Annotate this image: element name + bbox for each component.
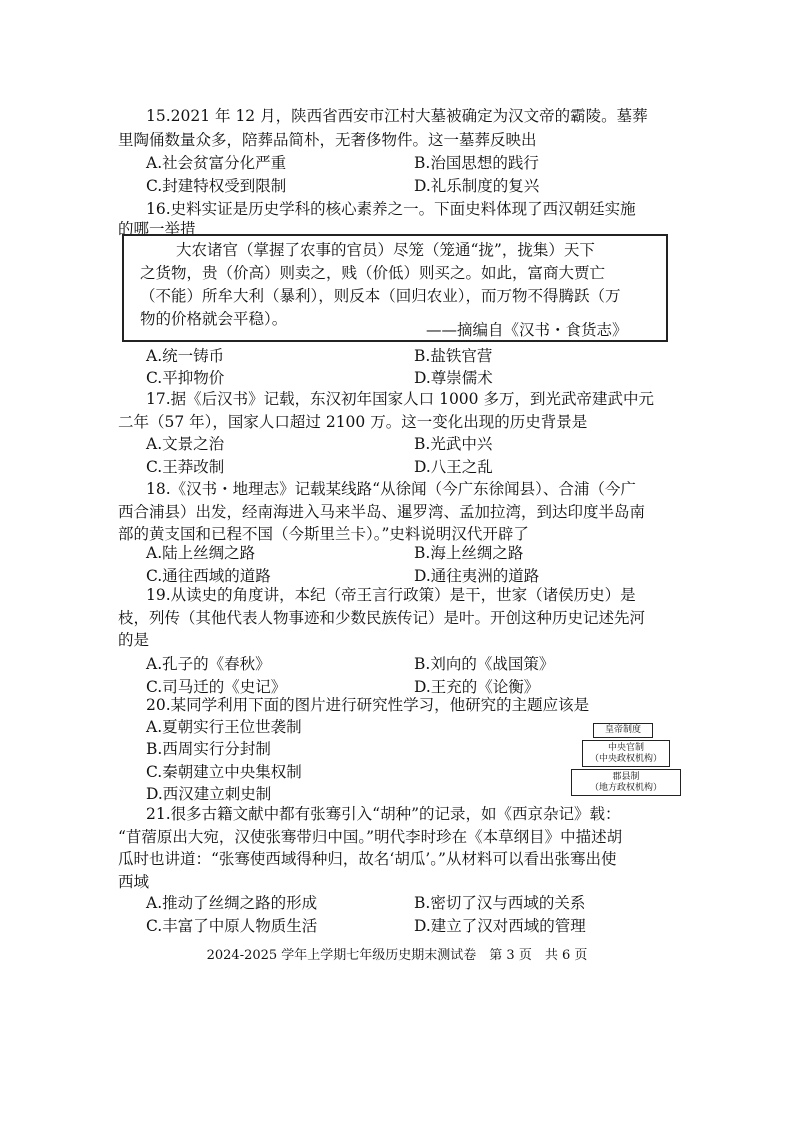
diagram-central-sub: （中央政权机构） [589, 753, 662, 764]
q16-quote-line-4: 物的价格就会平稳）。 [140, 310, 288, 328]
q19-stem-line-2: 枝，列传（其他代表人物事迹和少数民族传记）是叶。开创这种历史记述先河 [118, 609, 646, 627]
q19-stem-line-3: 的是 [118, 631, 150, 649]
q21-stem-line-2: “苜蓿原出大宛，汉使张骞带归中国。”明代李时珍在《本草纲目》中描述胡 [118, 828, 623, 846]
q21-option-d: D.建立了汉对西域的管理 [414, 917, 586, 935]
q19-stem-line-1: 19.从读史的角度讲，本纪（帝王言行政策）是干，世家（诸侯历史）是 [146, 586, 636, 604]
q18-option-a: A.陆上丝绸之路 [146, 544, 256, 562]
diagram-emperor-label: 皇帝制度 [604, 725, 641, 735]
q17-option-d: D.八王之乱 [414, 458, 493, 476]
diagram-emperor-box [593, 723, 653, 738]
q19-option-b: B.刘向的《战国策》 [414, 655, 555, 673]
q15-option-a: A.社会贫富分化严重 [146, 154, 287, 172]
q15-stem-line-1: 15.2021 年 12 月，陕西省西安市江村大墓被确定为汉文帝的霸陵。墓葬 [146, 107, 648, 125]
q20-option-d: D.西汉建立刺史制 [146, 785, 272, 803]
q18-option-c: C.通往西域的道路 [146, 567, 271, 585]
q15-option-d: D.礼乐制度的复兴 [414, 177, 540, 195]
q16-quote-line-1: 大农诸官（掌握了农事的官员）尽笼（笼通“拢”，拢集）天下 [176, 241, 595, 259]
q16-quote-source: ——摘编自《汉书・食货志》 [426, 321, 628, 339]
q16-quote-line-3: （不能）所牟大利（暴利），则反本（回归农业），而万物不得腾跃（万 [140, 287, 621, 305]
diagram-central-label: 中央官制 [607, 742, 644, 753]
q16-stem-line-1: 16.史料实证是历史学科的核心素养之一。下面史料体现了西汉朝廷实施 [146, 200, 636, 218]
q15-option-c: C.封建特权受到限制 [146, 177, 287, 195]
q18-stem-line-1: 18.《汉书・地理志》记载某线路“从徐闻（今广东徐闻县）、合浦（今广 [146, 480, 636, 498]
q21-stem-line-3: 瓜时也讲道：“张骞使西域得种归，故名‘胡瓜’。”从材料可以看出张骞出使 [118, 850, 617, 868]
q21-option-a: A.推动了丝绸之路的形成 [146, 894, 318, 912]
q16-option-b: B.盐铁官营 [414, 347, 493, 365]
q20-option-b: B.西周实行分封制 [146, 740, 271, 758]
q16-quote-line-2: 之货物，贵（价高）则卖之，贱（价低）则买之。如此，富商大贾亡 [140, 264, 606, 282]
q16-option-a: A.统一铸币 [146, 347, 225, 365]
q18-stem-line-2: 西合浦县）出发，经南海进入马来半岛、暹罗湾、孟加拉湾，到达印度半岛南 [118, 503, 646, 521]
q17-stem-line-1: 17.据《后汉书》记载，东汉初年国家人口 1000 多万，到光武帝建武中元 [146, 390, 654, 408]
diagram-local-sub: （地方政权机构） [589, 782, 662, 793]
q17-stem-line-2: 二年（57 年），国家人口超过 2100 万。这一变化出现的历史背景是 [118, 413, 588, 431]
q18-option-b: B.海上丝绸之路 [414, 544, 524, 562]
q17-option-a: A.文景之治 [146, 435, 225, 453]
q20-option-a: A.夏朝实行王位世袭制 [146, 718, 302, 736]
q15-stem-line-2: 里陶俑数量众多，陪葬品简朴，无奢侈物件。这一墓葬反映出 [118, 131, 537, 149]
q21-stem-line-4: 西域 [118, 873, 150, 891]
q19-option-a: A.孔子的《春秋》 [146, 655, 271, 673]
q19-option-c: C.司马迁的《史记》 [146, 678, 287, 696]
q18-option-d: D.通往夷洲的道路 [414, 567, 540, 585]
q21-option-c: C.丰富了中原人物质生活 [146, 917, 318, 935]
page-footer: 2024-2025 学年上学期七年级历史期末测试卷 第 3 页 共 6 页 [206, 948, 588, 963]
diagram-local-label: 郡县制 [612, 771, 640, 782]
q19-option-d: D.王充的《论衡》 [414, 678, 540, 696]
q21-option-b: B.密切了汉与西域的关系 [414, 894, 586, 912]
diagram-central-box [582, 740, 670, 767]
q17-option-c: C.王莽改制 [146, 458, 225, 476]
q21-stem-line-1: 21.很多古籍文献中都有张骞引入“胡种”的记录，如《西京杂记》载： [146, 805, 621, 823]
q15-option-b: B.治国思想的践行 [414, 154, 539, 172]
q20-option-c: C.秦朝建立中央集权制 [146, 763, 302, 781]
q17-option-b: B.光武中兴 [414, 435, 493, 453]
q16-option-c: C.平抑物价 [146, 369, 225, 387]
q16-stem-line-2: 的哪一举措 [118, 220, 196, 238]
q16-option-d: D.尊崇儒术 [414, 369, 493, 387]
q18-stem-line-3: 部的黄支国和已程不国（今斯里兰卡）。”史料说明汉代开辟了 [118, 525, 529, 543]
q20-stem-line-1: 20.某同学利用下面的图片进行研究性学习，他研究的主题应该是 [146, 696, 590, 714]
diagram-local-box [571, 769, 681, 796]
